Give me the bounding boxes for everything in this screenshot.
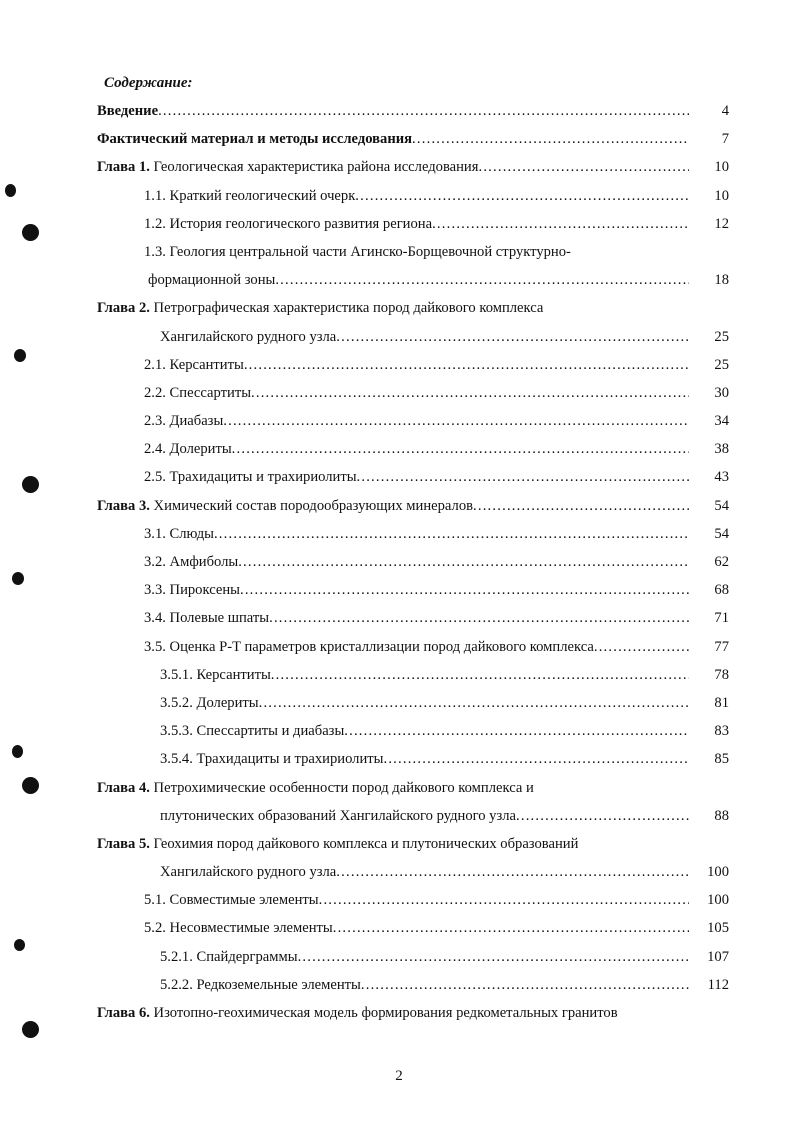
toc-entry-heading: Глава 1. xyxy=(97,159,150,176)
binder-hole-mark xyxy=(5,184,16,197)
toc-entry xyxy=(97,971,729,999)
toc-page-number: 10 xyxy=(714,159,729,176)
toc-page-number: 54 xyxy=(714,525,729,542)
toc-entry-text: 2.2. Спессартиты xyxy=(144,384,252,401)
toc-entry xyxy=(97,576,729,604)
toc-entry-title xyxy=(160,802,516,830)
dot-leader xyxy=(158,97,689,125)
toc-page-number: 78 xyxy=(714,666,729,683)
toc-page-number: 105 xyxy=(707,920,729,937)
toc-page-number: 68 xyxy=(714,582,729,599)
toc-page-number: 88 xyxy=(714,807,729,824)
page-number: 2 xyxy=(395,1068,403,1084)
binder-hole-mark xyxy=(14,939,25,951)
toc-entry-text: плутонических образований Хангилайского рудного узла xyxy=(160,807,517,824)
toc-entry-text: 2.5. Трахидациты и трахириолиты xyxy=(144,469,357,486)
toc-entry xyxy=(97,407,729,435)
toc-page-number: 10 xyxy=(714,187,729,204)
toc-page-number: 4 xyxy=(721,103,729,119)
toc-entry-text: Геологическая характеристика района исследования xyxy=(149,159,479,176)
toc-entry-heading: Фактический материал и методы исследования xyxy=(97,131,413,148)
toc-entry-text: Хангилайского рудного узла xyxy=(160,328,337,345)
toc-entry-title xyxy=(144,407,223,435)
toc-entry-title xyxy=(144,463,357,491)
dot-leader xyxy=(355,182,689,210)
toc-entry-text: Петрохимические особенности пород дайкового комплекса и xyxy=(149,779,534,796)
toc-entry-text: 1.2. История геологического развития региона xyxy=(144,215,433,232)
toc-page-number: 54 xyxy=(714,497,729,514)
dot-leader xyxy=(298,943,689,971)
toc-entry xyxy=(97,858,729,886)
dot-leader xyxy=(432,210,689,238)
toc-entry-title xyxy=(97,125,412,153)
toc-entry-text: 3.5.2. Долериты xyxy=(160,694,259,711)
toc-entry-heading: Глава 4. xyxy=(97,779,150,796)
toc-entry xyxy=(97,351,729,379)
toc-entry xyxy=(97,266,729,294)
toc-entry-text: 3.1. Слюды xyxy=(144,525,214,542)
toc-page-number: 71 xyxy=(714,610,729,627)
toc-entry-title xyxy=(144,210,432,238)
toc-entry xyxy=(97,548,729,576)
toc-entry-text: 3.5.4. Трахидациты и трахириолиты xyxy=(160,751,384,768)
toc-entry-text: Петрографическая характеристика пород дайкового комплекса xyxy=(149,300,544,317)
toc-entry xyxy=(97,97,729,125)
toc-entry-text: 5.2.1. Спайдерграммы xyxy=(160,948,298,965)
toc-entry xyxy=(97,125,729,153)
toc-entry-title xyxy=(144,604,269,632)
toc-entry-title xyxy=(97,830,578,858)
dot-leader xyxy=(344,717,689,745)
dot-leader xyxy=(478,153,689,181)
dot-leader xyxy=(319,886,689,914)
toc-page-number: 107 xyxy=(707,948,729,965)
toc-entry xyxy=(97,830,729,858)
toc-entry xyxy=(97,210,729,238)
dot-leader xyxy=(516,802,689,830)
toc-entry-title xyxy=(144,886,319,914)
toc-page-number: 85 xyxy=(714,751,729,768)
toc-page-number: 62 xyxy=(714,554,729,570)
toc-entry-text: 5.1. Совместимые элементы xyxy=(144,892,319,909)
binder-hole-mark xyxy=(14,349,26,362)
toc-page-number: 83 xyxy=(714,723,729,740)
toc-entry-title xyxy=(160,323,336,351)
toc-entry-title xyxy=(144,548,238,576)
toc-entry-text: 3.5.1. Керсантиты xyxy=(160,666,271,683)
toc-entry-text: Хангилайского рудного узла xyxy=(160,864,337,881)
toc-entry-title xyxy=(144,379,251,407)
toc-entry-text: 2.4. Долериты xyxy=(144,441,232,458)
toc-entry xyxy=(97,379,729,407)
toc-entry-text: 1.3. Геология центральной части Агинско-Борщевочной структурно- xyxy=(144,243,571,260)
toc-entry-title xyxy=(144,520,214,548)
dot-leader xyxy=(412,125,689,153)
toc-page-number: 77 xyxy=(714,638,729,655)
toc-page-number: 25 xyxy=(714,356,729,373)
toc-entry-text: Изотопно-геохимическая модель формирования редкометальных гранитов xyxy=(149,1005,618,1021)
toc-entry xyxy=(97,238,729,266)
toc-entry-text: 3.5. Оценка P-T параметров кристаллизации пород дайкового комплекса xyxy=(144,638,594,655)
toc-entry-title xyxy=(160,745,383,773)
dot-leader xyxy=(238,548,689,576)
dot-leader xyxy=(271,661,689,689)
toc-entry-text: 2.3. Диабазы xyxy=(144,413,224,430)
toc-entry xyxy=(97,717,729,745)
toc-entry-title xyxy=(144,182,355,210)
binder-hole-mark xyxy=(12,745,23,758)
dot-leader xyxy=(251,379,689,407)
binder-hole-mark xyxy=(22,1021,39,1038)
toc-entry xyxy=(97,886,729,914)
toc-entry-text: Химический состав породообразующих минералов xyxy=(149,497,474,514)
dot-leader xyxy=(357,463,689,491)
dot-leader xyxy=(275,266,689,294)
toc-entry xyxy=(97,802,729,830)
toc-entry-title xyxy=(160,717,344,745)
toc-entry-text: 3.5.3. Спессартиты и диабазы xyxy=(160,723,345,740)
toc-entry xyxy=(97,294,729,322)
toc-entry-title xyxy=(160,661,271,689)
toc-entry-title xyxy=(97,999,618,1027)
toc-page-number: 7 xyxy=(721,131,729,148)
toc-entry-text: Геохимия пород дайкового комплекса и плутонических образований xyxy=(149,835,579,852)
toc-page-number: 43 xyxy=(714,469,729,486)
dot-leader xyxy=(214,520,689,548)
toc-entry xyxy=(97,323,729,351)
toc-entry-title xyxy=(144,576,240,604)
dot-leader xyxy=(232,435,689,463)
toc-page-number: 30 xyxy=(714,384,729,401)
toc-entry-title xyxy=(160,971,361,999)
toc-entry-text: 3.2. Амфиболы xyxy=(144,554,239,570)
toc-page-number: 12 xyxy=(714,215,729,232)
toc-entry xyxy=(97,435,729,463)
toc-entry xyxy=(97,774,729,802)
toc-entry-text: формационной зоны xyxy=(148,272,276,289)
toc-entry-title xyxy=(148,266,275,294)
dot-leader xyxy=(361,971,689,999)
toc-entry-title xyxy=(97,294,543,322)
toc-entry-text: 2.1. Керсантиты xyxy=(144,356,244,373)
toc-page-number: 112 xyxy=(707,976,729,993)
toc-page-number: 38 xyxy=(714,441,729,458)
toc-entry-title xyxy=(144,238,571,266)
toc-entry-title xyxy=(97,492,473,520)
toc-entry-title xyxy=(97,153,478,181)
toc-entry xyxy=(97,633,729,661)
dot-leader xyxy=(336,858,689,886)
toc-entry-title xyxy=(160,689,259,717)
binder-hole-mark xyxy=(22,476,39,493)
toc-entry-heading: Введение xyxy=(97,103,159,119)
toc-title: Содержание: xyxy=(104,75,193,91)
dot-leader xyxy=(259,689,689,717)
toc-entry xyxy=(97,661,729,689)
toc-page-number: 34 xyxy=(714,413,729,430)
toc-entry-heading: Глава 2. xyxy=(97,300,150,317)
toc-entry-text: 3.3. Пироксены xyxy=(144,582,240,599)
toc-entry xyxy=(97,520,729,548)
toc-entry-title xyxy=(144,633,594,661)
toc-entry-title xyxy=(160,858,336,886)
toc-entry-title xyxy=(144,351,244,379)
toc-entry xyxy=(97,999,729,1027)
dot-leader xyxy=(333,914,689,942)
toc-entry xyxy=(97,604,729,632)
binder-hole-mark xyxy=(22,777,39,794)
toc-entry-text: 5.2.2. Редкоземельные элементы xyxy=(160,976,361,993)
dot-leader xyxy=(594,633,689,661)
dot-leader xyxy=(240,576,689,604)
dot-leader xyxy=(473,492,689,520)
toc-entry xyxy=(97,914,729,942)
toc-entry xyxy=(97,689,729,717)
toc-page-number: 100 xyxy=(707,864,729,881)
toc-entry xyxy=(97,943,729,971)
toc-entry-text: 1.1. Краткий геологический очерк xyxy=(144,187,356,204)
toc-entry xyxy=(97,182,729,210)
toc-page-number: 25 xyxy=(714,328,729,345)
toc-entry-title xyxy=(97,97,158,125)
toc-page-number: 81 xyxy=(714,694,729,711)
toc-entry xyxy=(97,153,729,181)
binder-hole-mark xyxy=(22,224,39,241)
toc-entry-heading: Глава 5. xyxy=(97,835,150,852)
table-of-contents xyxy=(97,97,729,1027)
dot-leader xyxy=(223,407,689,435)
toc-page-number: 100 xyxy=(707,892,729,909)
toc-entry xyxy=(97,745,729,773)
toc-entry-text: 5.2. Несовместимые элементы xyxy=(144,920,333,937)
dot-leader xyxy=(244,351,689,379)
toc-entry-text: 3.4. Полевые шпаты xyxy=(144,610,270,627)
toc-entry-title xyxy=(144,914,333,942)
toc-entry-heading: Глава 3. xyxy=(97,497,150,514)
toc-entry-title xyxy=(160,943,298,971)
dot-leader xyxy=(383,745,689,773)
toc-entry-title xyxy=(144,435,232,463)
toc-entry xyxy=(97,492,729,520)
dot-leader xyxy=(269,604,689,632)
binder-hole-mark xyxy=(12,572,24,585)
toc-entry-heading: Глава 6. xyxy=(97,1005,150,1021)
toc-entry-title xyxy=(97,774,534,802)
dot-leader xyxy=(336,323,689,351)
toc-entry xyxy=(97,463,729,491)
toc-page-number: 18 xyxy=(714,272,729,289)
